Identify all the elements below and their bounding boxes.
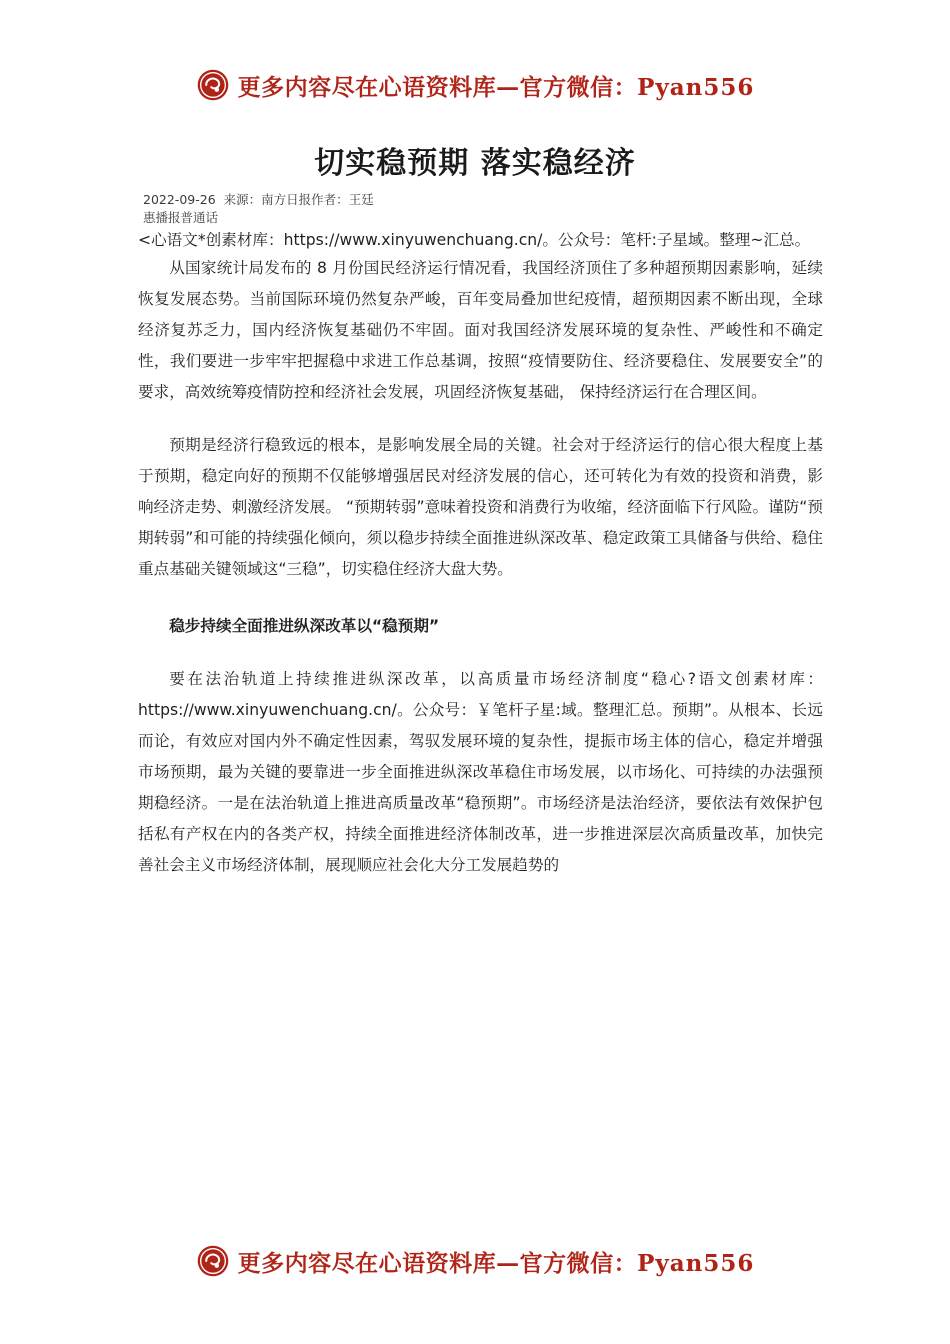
subheading-1: 稳步持续全面推进纵深改革以“稳预期” xyxy=(169,617,440,635)
byline-author: 王廷 xyxy=(348,192,374,207)
paragraph-3: 要在法治轨道上持续推进纵深改革，以高质量市场经济制度“稳心?语文创素材库：https://www.xinyuwenchuang.cn/。公众号：￥笔杆子星:域。整理汇总。预期”。从根本、长远而论，有效应对国内外不确定性因素，驾驭发展环境的复杂性，提振市场主体的信心，稳定并增强市场预期，最为关键的要靠进一步全面推进纵深改革稳住市场发展，以市场化、可持续的办法强预期稳经济。一是在法治轨道上推进高质量改革“稳预期”。市场经济是法治经济，要依法有效保护包括私有产权在内的各类产权，持续全面推进经济体制改革，进一步推进深层次高质量改革，加快完善社会主义市场经济体制，展现顺应社会化大分工发展趋势的 xyxy=(138,670,823,874)
byline-subline: 惠播报普通话 xyxy=(143,210,219,225)
source-note: <心语文*创素材库：https://www.xinyuwenchuang.cn/。公众号：笔杆:子星域。整理~汇总。 xyxy=(138,231,811,249)
byline-source-label: 来源： xyxy=(223,192,262,207)
watermark-wechat-id: Pyan556 xyxy=(637,1249,755,1277)
paragraph-2: 预期是经济行稳致远的根本，是影响发展全局的关键。社会对于经济运行的信心很大程度上基于预期，稳定向好的预期不仅能够增强居民对经济发展的信心，还可转化为有效的投资和消费，影响经济走势、刺激经济发展。 “预期转弱”意味着投资和消费行为收缩，经济面临下行风险。谨防“预期转弱”和可能的持续强化倾向，须以稳步持续全面推进纵深改革、稳定政策工具储备与供给、稳住重点基础关键领域这“三稳”，切实稳住经济大盘大势。 xyxy=(138,436,823,578)
watermark-banner-top xyxy=(0,68,950,102)
byline xyxy=(143,190,374,208)
byline-source: 南方日报 xyxy=(261,192,312,207)
watermark-text-main: 更多内容尽在心语资料库—官方微信： xyxy=(237,1249,638,1277)
watermark-text xyxy=(238,69,755,102)
byline-date: 2022-09-26 xyxy=(143,192,216,207)
paragraph-1: 从国家统计局发布的 8 月份国民经济运行情况看，我国经济顶住了多种超预期因素影响，延续恢复发展态势。当前国际环境仍然复杂严峻，百年变局叠加世纪疫情，超预期因素不断出现，全球经济复苏乏力，国内经济恢复基础仍不牢固。面对我国经济发展环境的复杂性、严峻性和不确定性，我们要进一步牢牢把握稳中求进工作总基调，按照“疫情要防住、经济要稳住、发展要安全”的要求，高效统筹疫情防控和经济社会发展，巩固经济恢复基础， 保持经济运行在合理区间。 xyxy=(138,259,823,401)
circular-seal-logo-icon xyxy=(196,68,230,102)
document-body xyxy=(138,228,823,881)
byline-author-label: 作者： xyxy=(311,192,349,207)
watermark-text-main: 更多内容尽在心语资料库—官方微信： xyxy=(237,73,638,101)
watermark-text xyxy=(238,1245,755,1278)
page-title: 切实稳预期 落实稳经济 xyxy=(314,146,636,181)
watermark-wechat-id: Pyan556 xyxy=(637,73,755,101)
watermark-banner-bottom xyxy=(0,1244,950,1278)
circular-seal-logo-icon xyxy=(196,1244,230,1278)
